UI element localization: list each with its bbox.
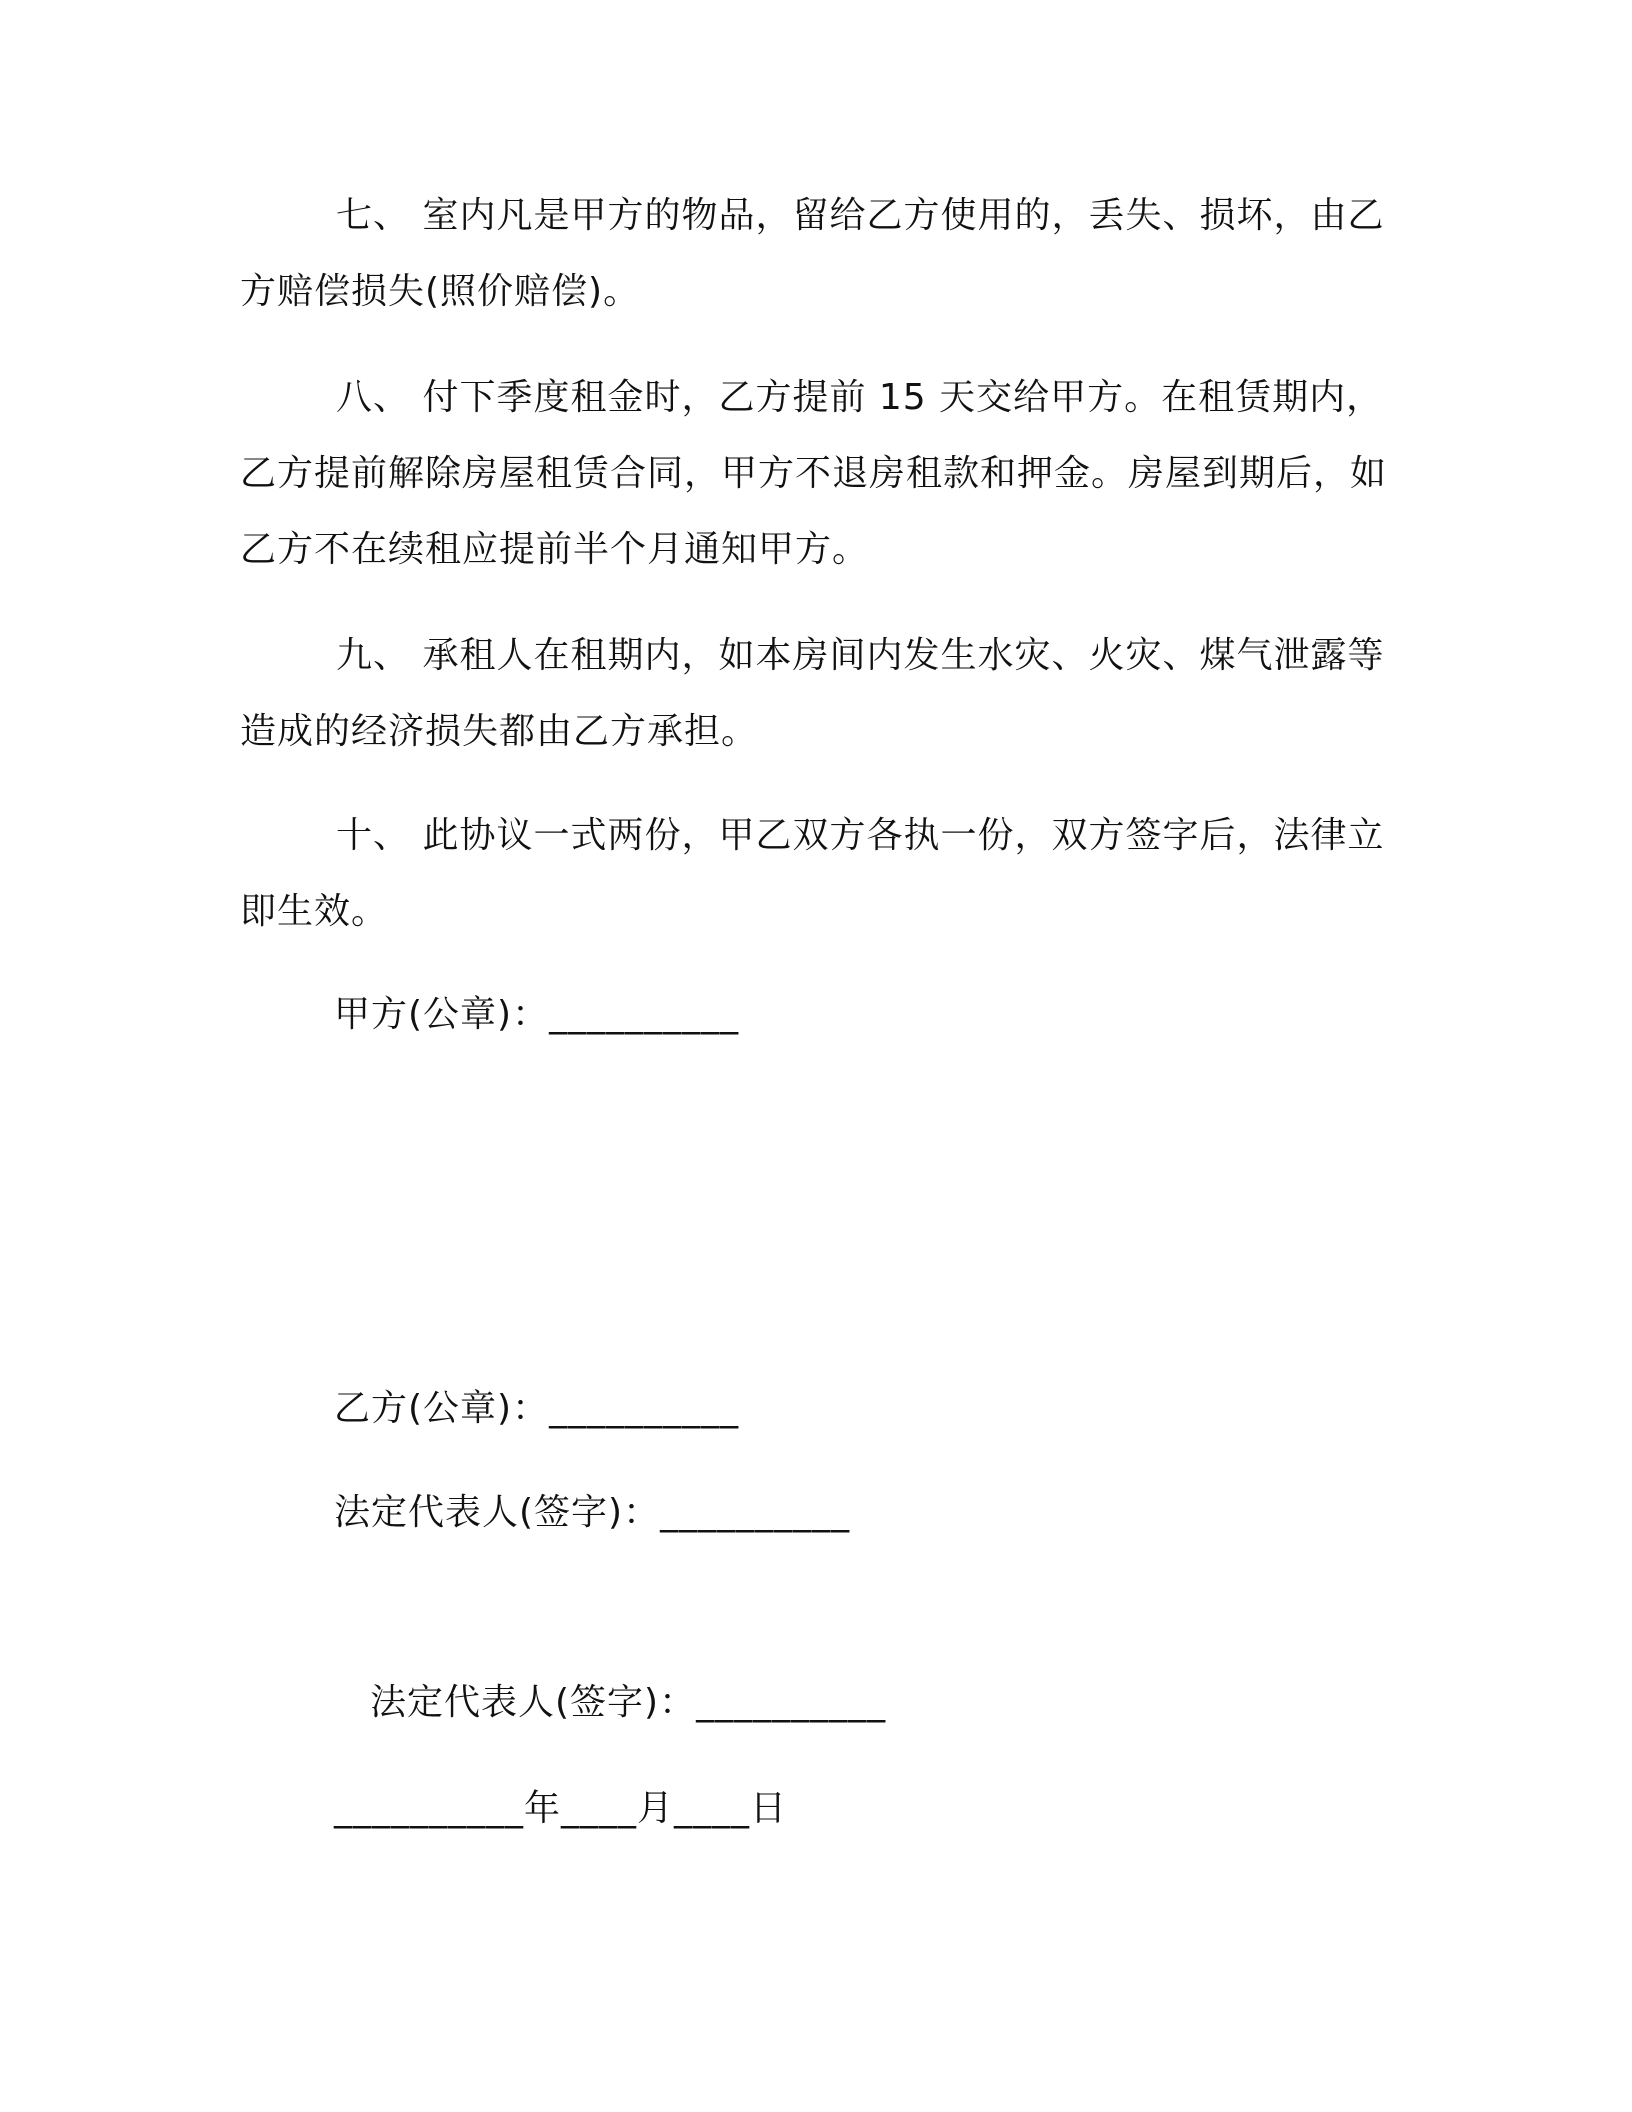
party-a-seal-line: 甲方(公章)：__________ bbox=[334, 994, 740, 1035]
party-b-seal-line: 乙方(公章)：__________ bbox=[334, 1388, 740, 1429]
clause-7: 七、 室内凡是甲方的物品，留给乙方使用的，丢失、损坏，由乙方赔偿损失(照价赔偿)。 bbox=[240, 195, 1385, 312]
clause-8: 八、 付下季度租金时，乙方提前 15 天交给甲方。在租赁期内，乙方提前解除房屋租赁合同，甲方不退房租款和押金。房屋到期后，如乙方不在续租应提前半个月通知甲方。 bbox=[240, 377, 1388, 570]
date-line: __________年____月____日 bbox=[334, 1788, 787, 1829]
clause-9: 九、 承租人在租期内，如本房间内发生水灾、火灾、煤气泄露等造成的经济损失都由乙方承担。 bbox=[240, 635, 1385, 752]
legal-representative-signature-line: 法定代表人(签字)：__________ bbox=[334, 1492, 851, 1533]
legal-representative-signature-line-2: 法定代表人(签字)：__________ bbox=[370, 1682, 887, 1723]
clause-10: 十、 此协议一式两份，甲乙双方各执一份，双方签字后，法律立即生效。 bbox=[240, 815, 1385, 932]
